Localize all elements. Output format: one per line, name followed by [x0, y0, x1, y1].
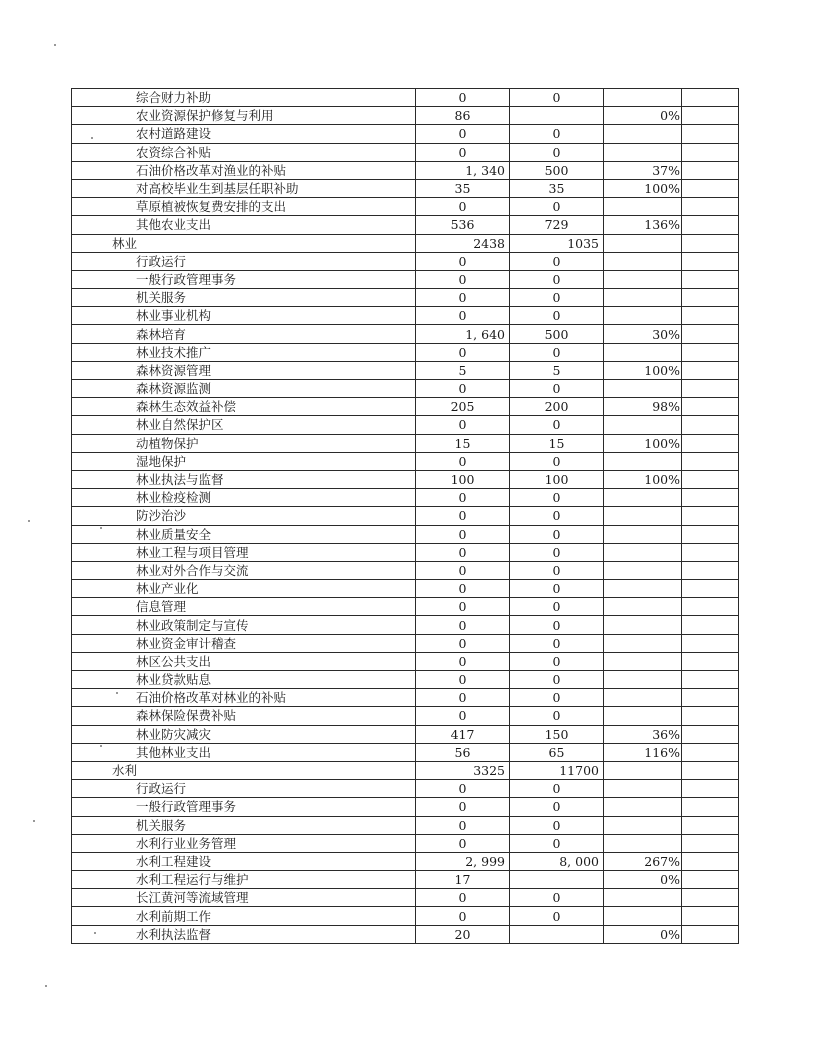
row-label: 行政运行 [72, 780, 416, 798]
table-row [72, 307, 739, 325]
percent-cell [604, 452, 682, 470]
table-row [72, 398, 739, 416]
percent-cell [604, 598, 682, 616]
row-label: 农业资源保护修复与利用 [72, 107, 416, 125]
row-label: 林业质量安全 [72, 525, 416, 543]
value-b-cell: 0 [510, 289, 604, 307]
table-row [72, 580, 739, 598]
blank-cell [682, 198, 739, 216]
value-b-cell: 0 [510, 834, 604, 852]
value-a-cell: 0 [416, 671, 510, 689]
table-row [72, 798, 739, 816]
blank-cell [682, 361, 739, 379]
category-row [72, 234, 739, 252]
value-a-cell: 0 [416, 616, 510, 634]
row-label: 林业自然保护区 [72, 416, 416, 434]
value-a-cell: 0 [416, 489, 510, 507]
value-b-cell: 0 [510, 780, 604, 798]
table-row [72, 325, 739, 343]
value-b-cell: 1035 [510, 234, 604, 252]
blank-cell [682, 616, 739, 634]
blank-cell [682, 798, 739, 816]
blank-cell [682, 525, 739, 543]
table-row [72, 652, 739, 670]
row-label: 水利 [72, 761, 416, 779]
value-a-cell: 0 [416, 798, 510, 816]
blank-cell [682, 416, 739, 434]
table-row [72, 834, 739, 852]
scan-speck [94, 932, 96, 934]
value-a-cell: 0 [416, 270, 510, 288]
value-a-cell: 1, 640 [416, 325, 510, 343]
value-b-cell: 0 [510, 543, 604, 561]
value-b-cell: 8, 000 [510, 852, 604, 870]
value-a-cell: 15 [416, 434, 510, 452]
scan-speck [116, 692, 118, 694]
percent-cell [604, 252, 682, 270]
blank-cell [682, 561, 739, 579]
blank-cell [682, 270, 739, 288]
percent-cell: 100% [604, 361, 682, 379]
value-b-cell: 0 [510, 671, 604, 689]
table-row [72, 416, 739, 434]
table-row [72, 907, 739, 925]
blank-cell [682, 816, 739, 834]
value-b-cell [510, 107, 604, 125]
value-a-cell: 536 [416, 216, 510, 234]
table-row [72, 561, 739, 579]
value-a-cell: 0 [416, 780, 510, 798]
value-b-cell: 0 [510, 634, 604, 652]
table-row [72, 343, 739, 361]
value-b-cell: 0 [510, 452, 604, 470]
value-a-cell: 0 [416, 452, 510, 470]
blank-cell [682, 125, 739, 143]
percent-cell [604, 489, 682, 507]
category-row [72, 761, 739, 779]
table-row [72, 179, 739, 197]
percent-cell [604, 307, 682, 325]
scan-speck [100, 527, 102, 529]
row-label: 农村道路建设 [72, 125, 416, 143]
table-row [72, 689, 739, 707]
value-a-cell: 0 [416, 907, 510, 925]
value-b-cell [510, 871, 604, 889]
value-a-cell: 2438 [416, 234, 510, 252]
budget-table-sheet [71, 88, 738, 944]
percent-cell [604, 380, 682, 398]
value-a-cell: 0 [416, 380, 510, 398]
value-a-cell: 0 [416, 143, 510, 161]
blank-cell [682, 634, 739, 652]
percent-cell [604, 543, 682, 561]
table-row [72, 434, 739, 452]
value-a-cell: 0 [416, 561, 510, 579]
percent-cell: 0% [604, 871, 682, 889]
blank-cell [682, 89, 739, 107]
scan-speck [33, 820, 35, 822]
table-row [72, 543, 739, 561]
row-label: 长江黄河等流域管理 [72, 889, 416, 907]
row-label: 一般行政管理事务 [72, 270, 416, 288]
blank-cell [682, 343, 739, 361]
value-b-cell: 0 [510, 652, 604, 670]
value-b-cell: 0 [510, 343, 604, 361]
blank-cell [682, 307, 739, 325]
value-a-cell: 0 [416, 416, 510, 434]
row-label: 林业技术推广 [72, 343, 416, 361]
value-a-cell: 0 [416, 525, 510, 543]
blank-cell [682, 398, 739, 416]
table-row [72, 361, 739, 379]
table-row [72, 743, 739, 761]
blank-cell [682, 489, 739, 507]
blank-cell [682, 743, 739, 761]
value-a-cell: 0 [416, 198, 510, 216]
percent-cell: 0% [604, 925, 682, 943]
value-a-cell: 0 [416, 289, 510, 307]
value-a-cell: 0 [416, 252, 510, 270]
blank-cell [682, 161, 739, 179]
blank-cell [682, 925, 739, 943]
table-row [72, 780, 739, 798]
row-label: 行政运行 [72, 252, 416, 270]
value-b-cell: 0 [510, 580, 604, 598]
value-b-cell: 35 [510, 179, 604, 197]
value-b-cell: 0 [510, 198, 604, 216]
value-a-cell: 86 [416, 107, 510, 125]
value-b-cell: 0 [510, 689, 604, 707]
blank-cell [682, 689, 739, 707]
value-a-cell: 0 [416, 707, 510, 725]
table-row [72, 125, 739, 143]
percent-cell: 100% [604, 434, 682, 452]
blank-cell [682, 325, 739, 343]
row-label: 林业资金审计稽查 [72, 634, 416, 652]
row-label: 林业事业机构 [72, 307, 416, 325]
value-a-cell: 0 [416, 343, 510, 361]
row-label: 林业工程与项目管理 [72, 543, 416, 561]
value-a-cell: 0 [416, 652, 510, 670]
percent-cell: 0% [604, 107, 682, 125]
row-label: 林业防灾减灾 [72, 725, 416, 743]
table-row [72, 161, 739, 179]
percent-cell [604, 616, 682, 634]
table-row [72, 89, 739, 107]
percent-cell: 37% [604, 161, 682, 179]
percent-cell [604, 816, 682, 834]
percent-cell [604, 125, 682, 143]
blank-cell [682, 380, 739, 398]
blank-cell [682, 179, 739, 197]
table-row [72, 852, 739, 870]
value-b-cell: 0 [510, 616, 604, 634]
value-a-cell: 0 [416, 634, 510, 652]
row-label: 水利工程建设 [72, 852, 416, 870]
row-label: 防沙治沙 [72, 507, 416, 525]
value-a-cell: 5 [416, 361, 510, 379]
percent-cell [604, 834, 682, 852]
table-row [72, 671, 739, 689]
blank-cell [682, 834, 739, 852]
budget-table-body [72, 89, 739, 944]
percent-cell [604, 343, 682, 361]
table-row [72, 707, 739, 725]
percent-cell [604, 89, 682, 107]
row-label: 森林保险保费补贴 [72, 707, 416, 725]
value-a-cell: 0 [416, 834, 510, 852]
row-label: 石油价格改革对林业的补贴 [72, 689, 416, 707]
value-b-cell: 0 [510, 416, 604, 434]
scan-speck [100, 745, 102, 747]
percent-cell [604, 798, 682, 816]
blank-cell [682, 470, 739, 488]
value-a-cell: 0 [416, 125, 510, 143]
table-row [72, 198, 739, 216]
table-row [72, 289, 739, 307]
value-a-cell: 100 [416, 470, 510, 488]
table-row [72, 216, 739, 234]
blank-cell [682, 580, 739, 598]
percent-cell: 116% [604, 743, 682, 761]
table-row [72, 489, 739, 507]
row-label: 森林资源监测 [72, 380, 416, 398]
value-b-cell: 0 [510, 507, 604, 525]
blank-cell [682, 761, 739, 779]
blank-cell [682, 725, 739, 743]
row-label: 机关服务 [72, 289, 416, 307]
percent-cell: 36% [604, 725, 682, 743]
percent-cell [604, 580, 682, 598]
blank-cell [682, 707, 739, 725]
row-label: 林业贷款贴息 [72, 671, 416, 689]
blank-cell [682, 907, 739, 925]
percent-cell: 267% [604, 852, 682, 870]
percent-cell: 30% [604, 325, 682, 343]
row-label: 湿地保护 [72, 452, 416, 470]
percent-cell [604, 507, 682, 525]
blank-cell [682, 671, 739, 689]
row-label: 石油价格改革对渔业的补贴 [72, 161, 416, 179]
table-row [72, 889, 739, 907]
blank-cell [682, 452, 739, 470]
value-a-cell: 205 [416, 398, 510, 416]
value-a-cell: 417 [416, 725, 510, 743]
value-b-cell: 500 [510, 161, 604, 179]
row-label: 林业政策制定与宣传 [72, 616, 416, 634]
row-label: 其他林业支出 [72, 743, 416, 761]
table-row [72, 470, 739, 488]
value-a-cell: 20 [416, 925, 510, 943]
row-label: 一般行政管理事务 [72, 798, 416, 816]
row-label: 水利行业业务管理 [72, 834, 416, 852]
value-b-cell: 0 [510, 489, 604, 507]
blank-cell [682, 852, 739, 870]
row-label: 林业执法与监督 [72, 470, 416, 488]
blank-cell [682, 543, 739, 561]
percent-cell [604, 270, 682, 288]
value-b-cell [510, 925, 604, 943]
value-b-cell: 0 [510, 380, 604, 398]
value-b-cell: 0 [510, 307, 604, 325]
value-a-cell: 0 [416, 598, 510, 616]
value-a-cell: 0 [416, 507, 510, 525]
value-b-cell: 500 [510, 325, 604, 343]
blank-cell [682, 507, 739, 525]
blank-cell [682, 598, 739, 616]
blank-cell [682, 143, 739, 161]
percent-cell [604, 289, 682, 307]
blank-cell [682, 871, 739, 889]
percent-cell [604, 561, 682, 579]
blank-cell [682, 289, 739, 307]
value-a-cell: 0 [416, 889, 510, 907]
scan-speck [28, 520, 30, 522]
table-row [72, 871, 739, 889]
row-label: 综合财力补助 [72, 89, 416, 107]
blank-cell [682, 780, 739, 798]
blank-cell [682, 216, 739, 234]
table-row [72, 452, 739, 470]
table-row [72, 107, 739, 125]
value-a-cell: 0 [416, 543, 510, 561]
row-label: 动植物保护 [72, 434, 416, 452]
value-b-cell: 729 [510, 216, 604, 234]
row-label: 信息管理 [72, 598, 416, 616]
scan-speck [45, 985, 47, 987]
percent-cell [604, 143, 682, 161]
table-row [72, 270, 739, 288]
row-label: 水利工程运行与维护 [72, 871, 416, 889]
row-label: 森林资源管理 [72, 361, 416, 379]
row-label: 其他农业支出 [72, 216, 416, 234]
percent-cell [604, 634, 682, 652]
percent-cell: 136% [604, 216, 682, 234]
value-b-cell: 0 [510, 89, 604, 107]
value-b-cell: 0 [510, 525, 604, 543]
value-b-cell: 0 [510, 143, 604, 161]
blank-cell [682, 234, 739, 252]
value-a-cell: 0 [416, 816, 510, 834]
value-b-cell: 15 [510, 434, 604, 452]
row-label: 森林培育 [72, 325, 416, 343]
value-a-cell: 0 [416, 89, 510, 107]
table-row [72, 616, 739, 634]
value-b-cell: 0 [510, 798, 604, 816]
value-b-cell: 0 [510, 561, 604, 579]
value-b-cell: 5 [510, 361, 604, 379]
value-a-cell: 0 [416, 580, 510, 598]
value-a-cell: 0 [416, 689, 510, 707]
value-b-cell: 200 [510, 398, 604, 416]
value-a-cell: 1, 340 [416, 161, 510, 179]
table-row [72, 252, 739, 270]
percent-cell [604, 707, 682, 725]
row-label: 草原植被恢复费安排的支出 [72, 198, 416, 216]
table-row [72, 380, 739, 398]
blank-cell [682, 252, 739, 270]
value-b-cell: 0 [510, 707, 604, 725]
percent-cell: 100% [604, 179, 682, 197]
value-b-cell: 0 [510, 907, 604, 925]
value-a-cell: 56 [416, 743, 510, 761]
value-a-cell: 2, 999 [416, 852, 510, 870]
value-a-cell: 35 [416, 179, 510, 197]
percent-cell [604, 780, 682, 798]
percent-cell [604, 416, 682, 434]
value-b-cell: 65 [510, 743, 604, 761]
row-label: 水利执法监督 [72, 925, 416, 943]
percent-cell: 98% [604, 398, 682, 416]
row-label: 森林生态效益补偿 [72, 398, 416, 416]
row-label: 对高校毕业生到基层任职补助 [72, 179, 416, 197]
row-label: 农资综合补贴 [72, 143, 416, 161]
row-label: 林业检疫检测 [72, 489, 416, 507]
row-label: 林业 [72, 234, 416, 252]
value-b-cell: 0 [510, 889, 604, 907]
value-b-cell: 0 [510, 252, 604, 270]
value-a-cell: 0 [416, 307, 510, 325]
value-a-cell: 3325 [416, 761, 510, 779]
percent-cell [604, 689, 682, 707]
row-label: 机关服务 [72, 816, 416, 834]
table-row [72, 143, 739, 161]
percent-cell [604, 889, 682, 907]
value-b-cell: 0 [510, 598, 604, 616]
table-row [72, 816, 739, 834]
blank-cell [682, 889, 739, 907]
row-label: 林业产业化 [72, 580, 416, 598]
scan-speck [54, 44, 56, 46]
percent-cell [604, 907, 682, 925]
value-b-cell: 0 [510, 270, 604, 288]
percent-cell [604, 198, 682, 216]
table-row [72, 925, 739, 943]
blank-cell [682, 434, 739, 452]
value-b-cell: 11700 [510, 761, 604, 779]
percent-cell [604, 761, 682, 779]
scan-speck [91, 137, 93, 139]
percent-cell [604, 525, 682, 543]
percent-cell [604, 671, 682, 689]
row-label: 水利前期工作 [72, 907, 416, 925]
table-row [72, 598, 739, 616]
value-b-cell: 0 [510, 816, 604, 834]
table-row [72, 525, 739, 543]
table-row [72, 634, 739, 652]
value-b-cell: 100 [510, 470, 604, 488]
row-label: 林业对外合作与交流 [72, 561, 416, 579]
percent-cell: 100% [604, 470, 682, 488]
percent-cell [604, 652, 682, 670]
budget-table [71, 88, 739, 944]
row-label: 林区公共支出 [72, 652, 416, 670]
value-b-cell: 0 [510, 125, 604, 143]
blank-cell [682, 107, 739, 125]
blank-cell [682, 652, 739, 670]
table-row [72, 507, 739, 525]
value-b-cell: 150 [510, 725, 604, 743]
table-row [72, 725, 739, 743]
percent-cell [604, 234, 682, 252]
value-a-cell: 17 [416, 871, 510, 889]
